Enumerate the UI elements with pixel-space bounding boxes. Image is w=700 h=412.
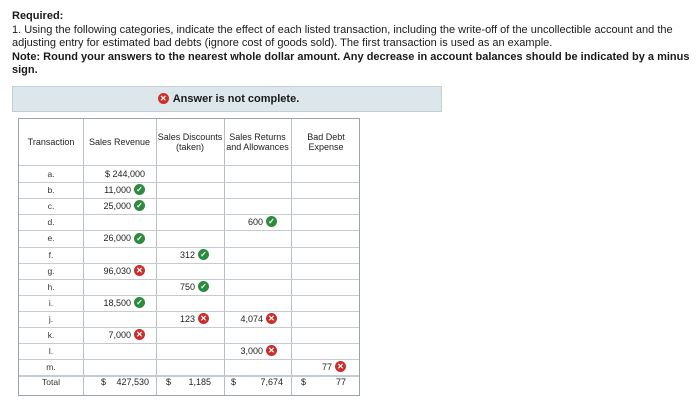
total-sales-revenue: 427,530 — [116, 377, 149, 387]
row-label: k. — [47, 330, 55, 340]
banner-text: Answer is not complete. — [172, 93, 300, 105]
sales-revenue-value: 26,000 — [103, 233, 131, 244]
row-label: f. — [48, 249, 54, 260]
table-row — [19, 312, 359, 327]
row-label: h. — [47, 281, 55, 292]
total-currency: $ — [101, 377, 107, 387]
table-row — [19, 328, 359, 343]
sales-discounts-value: 750 — [179, 281, 195, 292]
table-row — [19, 280, 359, 295]
sales-revenue-cell[interactable] — [89, 231, 145, 246]
row-label: i. — [48, 297, 54, 308]
required-heading: Required: — [12, 10, 64, 22]
bad-debt-value: 77 — [321, 362, 332, 373]
correct-check-icon: ✓ — [266, 216, 277, 227]
total-discounts: 1,185 — [188, 377, 211, 387]
total-currency: $ — [301, 377, 307, 387]
incorrect-x-icon: ✕ — [266, 345, 277, 356]
sales-returns-cell[interactable] — [227, 312, 277, 327]
table-row — [19, 296, 359, 311]
incorrect-x-icon: ✕ — [134, 329, 145, 340]
correct-check-icon: ✓ — [198, 281, 209, 292]
sales-returns-cell[interactable] — [227, 344, 277, 359]
instructions — [12, 10, 692, 78]
total-bad-debt: 77 — [335, 377, 346, 387]
answer-status-banner — [12, 86, 442, 112]
total-returns: 7,674 — [260, 377, 283, 387]
total-row — [19, 375, 359, 390]
header-bad-debt: Bad Debt Expense — [307, 131, 345, 152]
sales-discounts-value: 312 — [179, 249, 195, 260]
row-label: c. — [47, 201, 55, 212]
sales-revenue-value: 7,000 — [108, 330, 131, 340]
incorrect-x-icon: ✕ — [134, 265, 145, 276]
header-sales-revenue: Sales Revenue — [88, 136, 151, 147]
row-label: a. — [47, 169, 55, 179]
sales-returns-value: 3,000 — [240, 346, 263, 357]
header-divider — [19, 165, 359, 166]
correct-check-icon: ✓ — [134, 200, 145, 211]
answer-table — [18, 118, 360, 396]
total-currency: $ — [166, 377, 172, 387]
correct-check-icon: ✓ — [134, 184, 145, 195]
sales-revenue-cell[interactable] — [89, 296, 145, 311]
row-label: b. — [47, 185, 55, 196]
header-sales-discounts: Sales Discounts (taken) — [157, 131, 223, 152]
instruction-note: Note: Round your answers to the nearest whole dollar amount. Any decrease in account balances should be indicated by a minus sign. — [12, 50, 690, 76]
incorrect-x-icon: ✕ — [335, 361, 346, 372]
sales-revenue-cell[interactable] — [89, 328, 145, 343]
bad-debt-cell[interactable] — [294, 360, 346, 375]
correct-check-icon: ✓ — [134, 233, 145, 244]
total-currency: $ — [231, 377, 237, 387]
table-row — [19, 167, 359, 182]
table-row — [19, 248, 359, 263]
sales-revenue-value: 25,000 — [103, 201, 131, 212]
incorrect-x-icon: ✕ — [198, 313, 209, 324]
table-row — [19, 215, 359, 230]
sales-revenue-value: $ 244,000 — [104, 169, 145, 179]
row-label: l. — [48, 346, 54, 357]
sales-revenue-value: 96,030 — [103, 265, 131, 276]
correct-check-icon: ✓ — [134, 297, 145, 308]
row-label: d. — [47, 217, 55, 228]
correct-check-icon: ✓ — [198, 249, 209, 260]
instruction-line-1: 1. Using the following categories, indicate the effect of each listed transaction, including the write-off of the uncollectible account and the adjusting entry for estimated bad debts (ignore cost of goods sold). The first transaction is used as an example. — [12, 23, 673, 49]
incorrect-x-icon: ✕ — [266, 313, 277, 324]
sales-returns-cell[interactable] — [227, 215, 277, 230]
row-label: j. — [48, 313, 54, 324]
sales-revenue-cell[interactable] — [89, 199, 145, 214]
row-label: g. — [47, 265, 55, 276]
sales-revenue-cell[interactable] — [89, 183, 145, 198]
table-row — [19, 183, 359, 198]
sales-discounts-cell[interactable] — [159, 248, 209, 263]
row-label: e. — [47, 233, 55, 244]
table-row — [19, 360, 359, 375]
row-label: m. — [46, 362, 56, 373]
sales-returns-value: 600 — [247, 217, 263, 228]
table-row — [19, 231, 359, 246]
total-label: Total — [42, 377, 60, 387]
sales-revenue-cell[interactable] — [89, 167, 145, 182]
sales-discounts-cell[interactable] — [159, 280, 209, 295]
header-transaction: Transaction — [27, 136, 75, 147]
sales-revenue-cell[interactable] — [89, 264, 145, 279]
sales-discounts-value: 123 — [179, 313, 195, 324]
sales-revenue-value: 18,500 — [103, 297, 131, 308]
incorrect-icon: ✕ — [158, 93, 169, 104]
table-row — [19, 199, 359, 214]
header-sales-returns: Sales Returns and Allowances — [226, 131, 289, 152]
sales-revenue-value: 11,000 — [104, 185, 131, 196]
sales-returns-value: 4,074 — [240, 313, 263, 324]
table-row — [19, 344, 359, 359]
sales-discounts-cell[interactable] — [159, 312, 209, 327]
table-row — [19, 264, 359, 279]
